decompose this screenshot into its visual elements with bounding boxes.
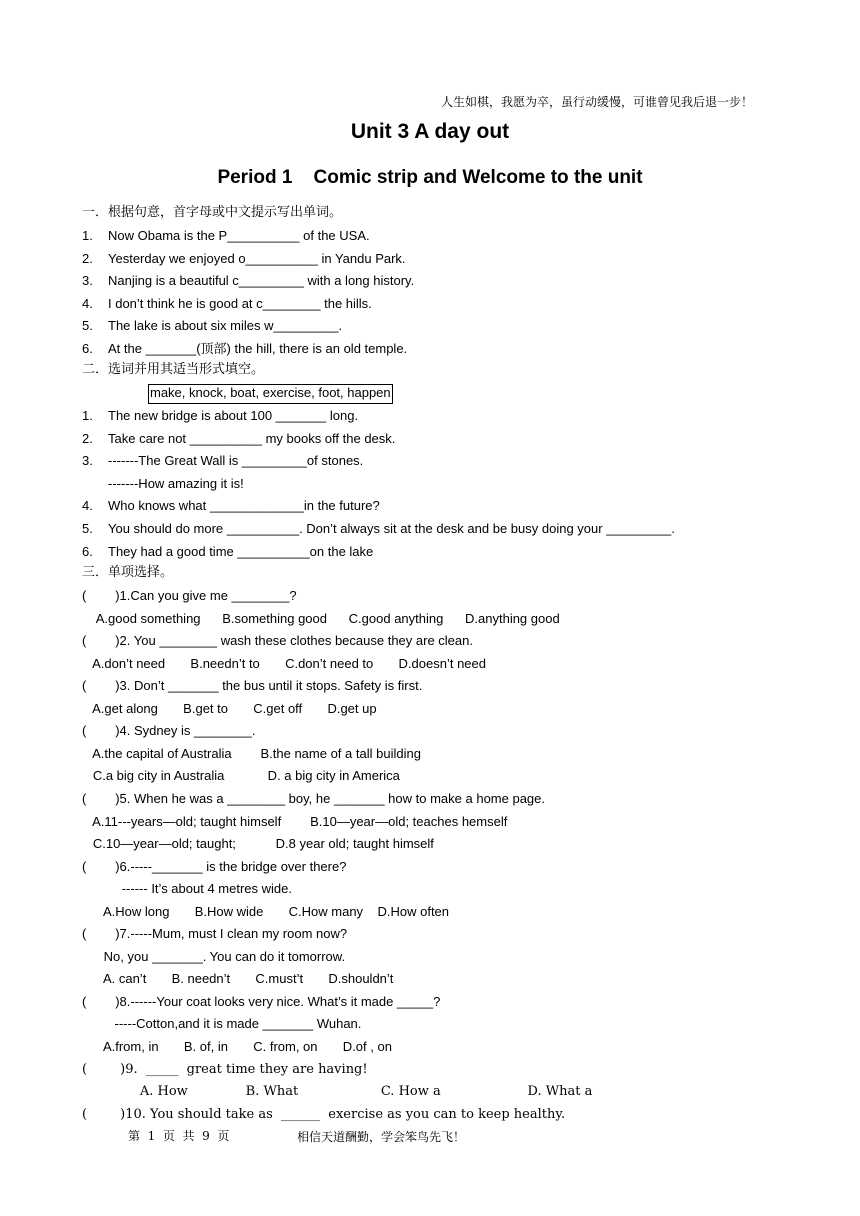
item-number: 6. xyxy=(82,543,93,559)
question-item xyxy=(0,452,860,470)
question-item xyxy=(0,497,860,515)
question-item xyxy=(0,250,860,268)
item-number: 5. xyxy=(82,521,93,536)
item-text: Take care not __________ my books off the desk. xyxy=(108,430,396,446)
item-text: The new bridge is about 100 _______ long. xyxy=(108,408,359,423)
question-item xyxy=(0,520,860,538)
mc-options: C.10—year—old; taught; D.8 year old; taught himself xyxy=(82,836,434,852)
mc-options: A. How B. What C. How a D. What a xyxy=(82,1084,593,1100)
item-text: -------How amazing it is! xyxy=(108,475,244,491)
question-item xyxy=(0,543,860,561)
mc-options: A.the capital of Australia B.the name of a tall building xyxy=(82,745,421,761)
item-text: You should do more __________. Don’t always sit at the desk and be busy doing your _________. xyxy=(108,521,675,536)
page-number: 第 1 页 共 9 页 xyxy=(128,1129,230,1143)
item-number: 6. xyxy=(82,341,93,356)
question-item xyxy=(0,317,860,335)
header-quote: 人生如棋，我愿为卒，虽行动缓慢，可谁曾见我后退一步！ xyxy=(441,95,754,109)
mc-options: C.a big city in Australia D. a big city in America xyxy=(82,768,400,784)
item-number: 3. xyxy=(82,453,93,469)
mc-question: ( )9. _____ great time they are having! xyxy=(82,1061,368,1077)
section1-heading: 一．根据句意，首字母或中文提示写出单词。 xyxy=(82,205,343,220)
item-text: Yesterday we enjoyed o__________ in Yandu Park. xyxy=(108,250,406,266)
section2-heading: 二．选词并用其适当形式填空。 xyxy=(82,362,265,377)
mc-question: ( )5. When he was a ________ boy, he _______ how to make a home page. xyxy=(82,790,546,806)
item-text: They had a good time __________on the lake xyxy=(108,543,374,559)
mc-options: A.good something B.something good C.good anything D.anything good xyxy=(82,610,560,626)
question-item xyxy=(0,295,860,313)
item-number: 2. xyxy=(82,430,93,446)
item-number: 4. xyxy=(82,498,93,514)
item-text: Now Obama is the P__________ of the USA. xyxy=(108,228,370,243)
mc-options: A.get along B.get to C.get off D.get up xyxy=(82,700,377,716)
mc-question: ( )2. You ________ wash these clothes because they are clean. xyxy=(82,633,473,649)
mc-question: ( )4. Sydney is ________. xyxy=(82,723,256,739)
item-text: Who knows what _____________in the future? xyxy=(108,498,380,514)
page-subtitle: Period 1 Comic strip and Welcome to the unit xyxy=(217,167,643,188)
mc-question: ( )6.-----_______ is the bridge over there? xyxy=(82,858,347,874)
item-text: I don’t think he is good at c________ the hills. xyxy=(108,295,372,311)
item-text: The lake is about six miles w_________. xyxy=(108,318,343,334)
item-number: 5. xyxy=(82,318,93,334)
mc-question: ( )10. You should take as ______ exercise as you can to keep healthy. xyxy=(82,1106,566,1122)
mc-options: A.How long B.How wide C.How many D.How often xyxy=(82,903,450,919)
section3-heading: 三．单项选择。 xyxy=(82,565,174,580)
item-text: Nanjing is a beautiful c_________ with a long history. xyxy=(108,273,415,289)
mc-question: ( )3. Don’t _______ the bus until it stops. Safety is first. xyxy=(82,678,423,694)
item-number: 3. xyxy=(82,273,93,289)
mc-options: A. can’t B. needn’t C.must’t D.shouldn’t xyxy=(82,971,394,987)
mc-options: No, you _______. You can do it tomorrow. xyxy=(82,948,346,964)
question-item xyxy=(0,475,860,493)
item-text: At the _______(顶部) the hill, there is an old temple. xyxy=(108,341,408,356)
item-number: 2. xyxy=(82,250,93,266)
mc-question: ( )7.-----Mum, must I clean my room now? xyxy=(82,926,348,942)
mc-options: A.don’t need B.needn’t to C.don’t need to D.doesn’t need xyxy=(82,655,486,671)
mc-options: -----Cotton,and it is made _______ Wuhan. xyxy=(82,1016,362,1032)
question-item xyxy=(0,340,860,358)
page-title: Unit 3 A day out xyxy=(350,120,510,143)
item-text: -------The Great Wall is _________of stones. xyxy=(108,453,364,469)
mc-question: ( )1.Can you give me ________? xyxy=(82,588,297,603)
mc-options: A.from, in B. of, in C. from, on D.of , on xyxy=(82,1039,392,1054)
question-item xyxy=(0,407,860,425)
question-item xyxy=(0,272,860,290)
footer-motto: 相信天道酬勤，学会笨鸟先飞！ xyxy=(297,1130,466,1144)
question-item xyxy=(0,430,860,448)
word-box: make, knock, boat, exercise, foot, happen xyxy=(148,384,393,404)
item-number: 1. xyxy=(82,408,93,423)
question-item xyxy=(0,227,860,245)
mc-options: A.11---years—old; taught himself B.10—year—old; teaches hemself xyxy=(82,813,508,829)
item-number: 4. xyxy=(82,295,93,311)
mc-options: ------ It’s about 4 metres wide. xyxy=(82,881,292,897)
item-number: 1. xyxy=(82,228,93,243)
mc-question: ( )8.------Your coat looks very nice. What’s it made _____? xyxy=(82,993,441,1009)
